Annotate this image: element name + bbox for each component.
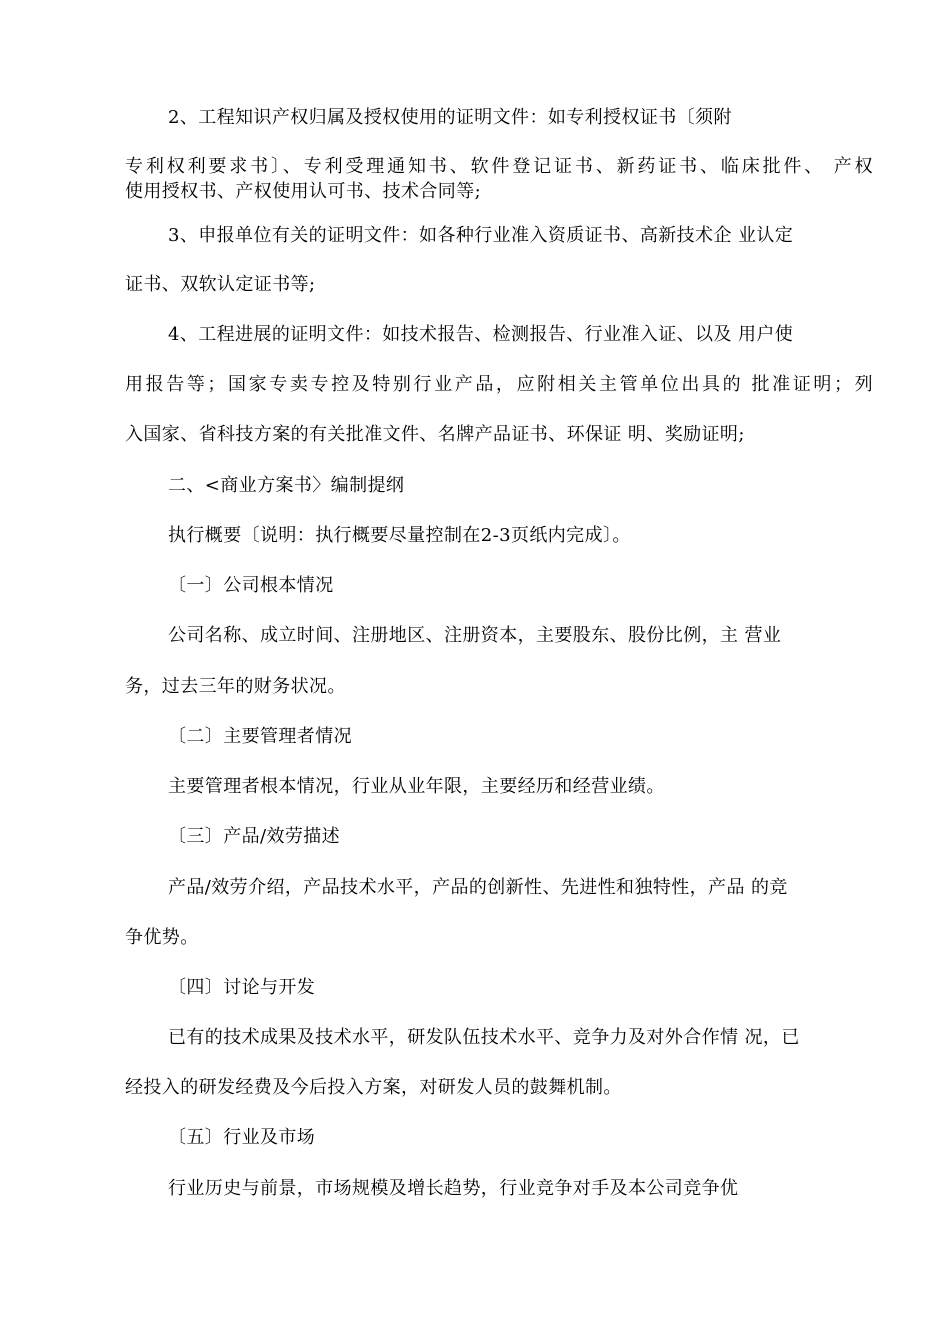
heading-management: 〔二〕主要管理者情况 [168,726,352,747]
item-4-line-2: 用报告等；国家专卖专控及特别行业产品，应附相关主管单位出具的 批准证明；列 [125,374,873,395]
management-line-1: 主要管理者根本情况，行业从业年限，主要经历和经营业绩。 [168,776,665,797]
company-info-line-1: 公司名称、成立时间、注册地区、注册资本，主要股东、股份比例，主 营业 [168,625,782,646]
heading-research: 〔四〕讨论与开发 [168,977,316,998]
company-info-line-2: 务，过去三年的财务状况。 [125,676,346,697]
research-line-2: 经投入的研发经费及今后投入方案，对研发人员的鼓舞机制。 [125,1077,622,1098]
item-3-line-1: 3、申报单位有关的证明文件：如各种行业准入资质证书、高新技术企 业认定 [168,225,794,246]
item-4-line-3: 入国家、省科技方案的有关批准文件、名牌产品证书、环保证 明、奖励证明; [125,424,745,445]
section-heading-2: 二、<商业方案书〉编制提纲 [168,475,405,496]
heading-company-info: 〔一〕公司根本情况 [168,575,334,596]
product-line-2: 争优势。 [125,927,199,948]
heading-product: 〔三〕产品/效劳描述 [168,826,341,847]
item-2-line-2: 专利权利要求书〕、专利受理通知书、软件登记证书、新药证书、临床批件、 产权 [125,156,873,177]
research-line-1: 已有的技术成果及技术水平，研发队伍技术水平、竞争力及对外合作情 况，已 [168,1027,800,1048]
item-2-line-3: 使用授权书、产权使用认可书、技术合同等; [125,181,482,202]
industry-line-1: 行业历史与前景，市场规模及增长趋势，行业竞争对手及本公司竞争优 [168,1178,739,1199]
executive-summary: 执行概要〔说明：执行概要尽量控制在2-3页纸内完成〕。 [168,525,631,546]
item-2-line-1: 2、工程知识产权归属及授权使用的证明文件：如专利授权证书〔须附 [168,107,732,128]
item-3-line-2: 证书、双软认定证书等; [125,274,316,295]
heading-industry: 〔五〕行业及市场 [168,1127,316,1148]
item-4-line-1: 4、工程进展的证明文件：如技术报告、检测报告、行业准入证、以及 用户使 [168,324,794,345]
product-line-1: 产品/效劳介绍，产品技术水平，产品的创新性、先进性和独特性，产品 的竞 [168,877,788,898]
